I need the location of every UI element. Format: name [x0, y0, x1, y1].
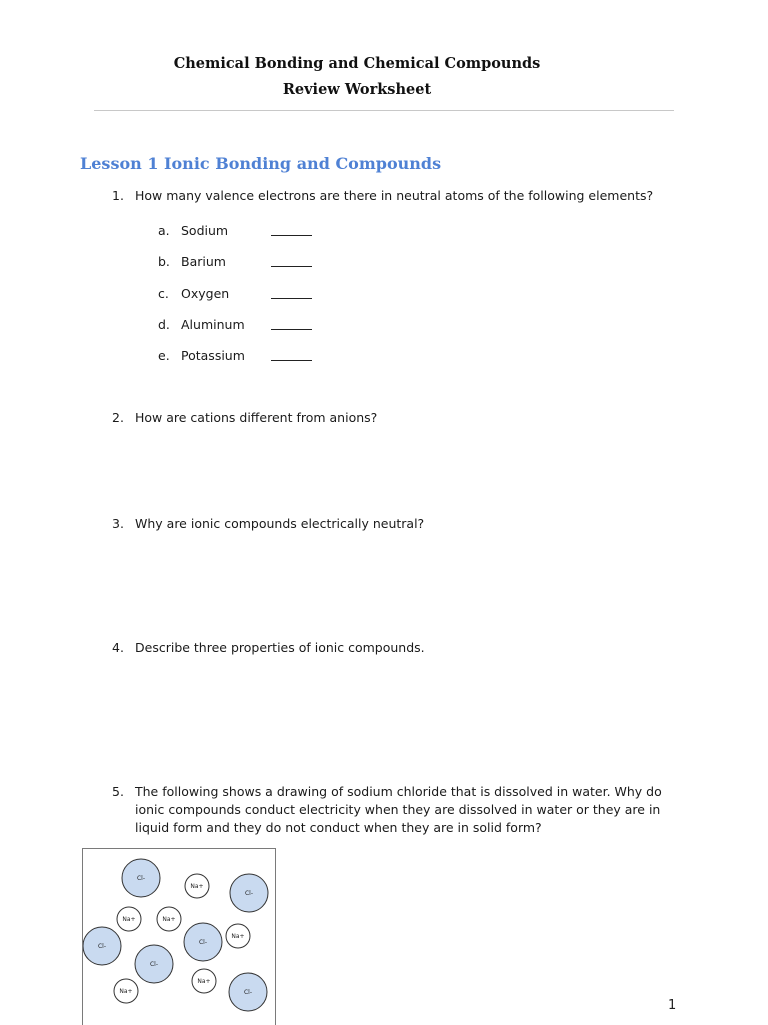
- svg-text:Cl-: Cl-: [136, 875, 146, 882]
- svg-text:Na+: Na+: [162, 916, 176, 923]
- sodium-ion: [117, 907, 141, 931]
- sodium-chloride-figure: [82, 848, 276, 1025]
- item-name: Potassium: [181, 348, 245, 363]
- svg-text:Na+: Na+: [197, 978, 211, 985]
- svg-text:Na+: Na+: [190, 883, 204, 890]
- item-letter: e.: [158, 348, 170, 363]
- answer-blank[interactable]: [271, 298, 312, 299]
- item-letter: c.: [158, 286, 169, 301]
- question-text: How are cations different from anions?: [135, 410, 378, 425]
- item-letter: b.: [158, 254, 170, 269]
- svg-text:Cl-: Cl-: [244, 890, 254, 897]
- question-text: How many valence electrons are there in neutral atoms of the following elements?: [135, 188, 654, 203]
- question-number: 3.: [112, 516, 124, 531]
- sodium-ion: [157, 907, 181, 931]
- ion-drawing: [83, 849, 275, 1025]
- sodium-ion: [114, 979, 138, 1003]
- item-name: Sodium: [181, 223, 229, 238]
- svg-text:Cl-: Cl-: [149, 961, 159, 968]
- sodium-ion: [226, 924, 250, 948]
- sodium-ion: [192, 969, 216, 993]
- item-letter: a.: [158, 223, 170, 238]
- svg-text:Na+: Na+: [122, 916, 136, 923]
- chloride-ion: [135, 945, 173, 983]
- svg-text:Cl-: Cl-: [243, 989, 253, 996]
- question-number: 5.: [112, 784, 124, 799]
- question-text: The following shows a drawing of sodium chloride that is dissolved in water. Why do ionic compounds conduct electricity when they are dissolved in water or they are in liquid form and they do not conduct when they are in solid form?: [135, 784, 662, 835]
- question-number: 2.: [112, 410, 124, 425]
- worksheet-title: Chemical Bonding and Chemical Compounds: [173, 55, 541, 72]
- answer-blank[interactable]: [271, 360, 312, 361]
- question-number: 4.: [112, 640, 124, 655]
- worksheet-subtitle: Review Worksheet: [282, 81, 432, 98]
- chloride-ion: [230, 874, 268, 912]
- chloride-ion: [184, 923, 222, 961]
- answer-blank[interactable]: [271, 329, 312, 330]
- item-letter: d.: [158, 317, 170, 332]
- question-text: Describe three properties of ionic compounds.: [135, 640, 425, 655]
- item-name: Barium: [181, 254, 226, 269]
- header-divider: [94, 110, 674, 111]
- item-name: Oxygen: [181, 286, 230, 301]
- chloride-ion: [83, 927, 121, 965]
- chloride-ion: [122, 859, 160, 897]
- question-text: Why are ionic compounds electrically neutral?: [135, 516, 425, 531]
- question-number: 1.: [112, 188, 124, 203]
- sodium-ion: [185, 874, 209, 898]
- svg-text:Na+: Na+: [119, 988, 133, 995]
- item-name: Aluminum: [181, 317, 245, 332]
- page-number: 1: [668, 998, 677, 1013]
- svg-text:Na+: Na+: [231, 933, 245, 940]
- answer-blank[interactable]: [271, 235, 312, 236]
- lesson-heading: Lesson 1 Ionic Bonding and Compounds: [80, 154, 442, 173]
- answer-blank[interactable]: [271, 266, 312, 267]
- svg-text:Cl-: Cl-: [198, 939, 208, 946]
- svg-text:Cl-: Cl-: [97, 943, 107, 950]
- chloride-ion: [229, 973, 267, 1011]
